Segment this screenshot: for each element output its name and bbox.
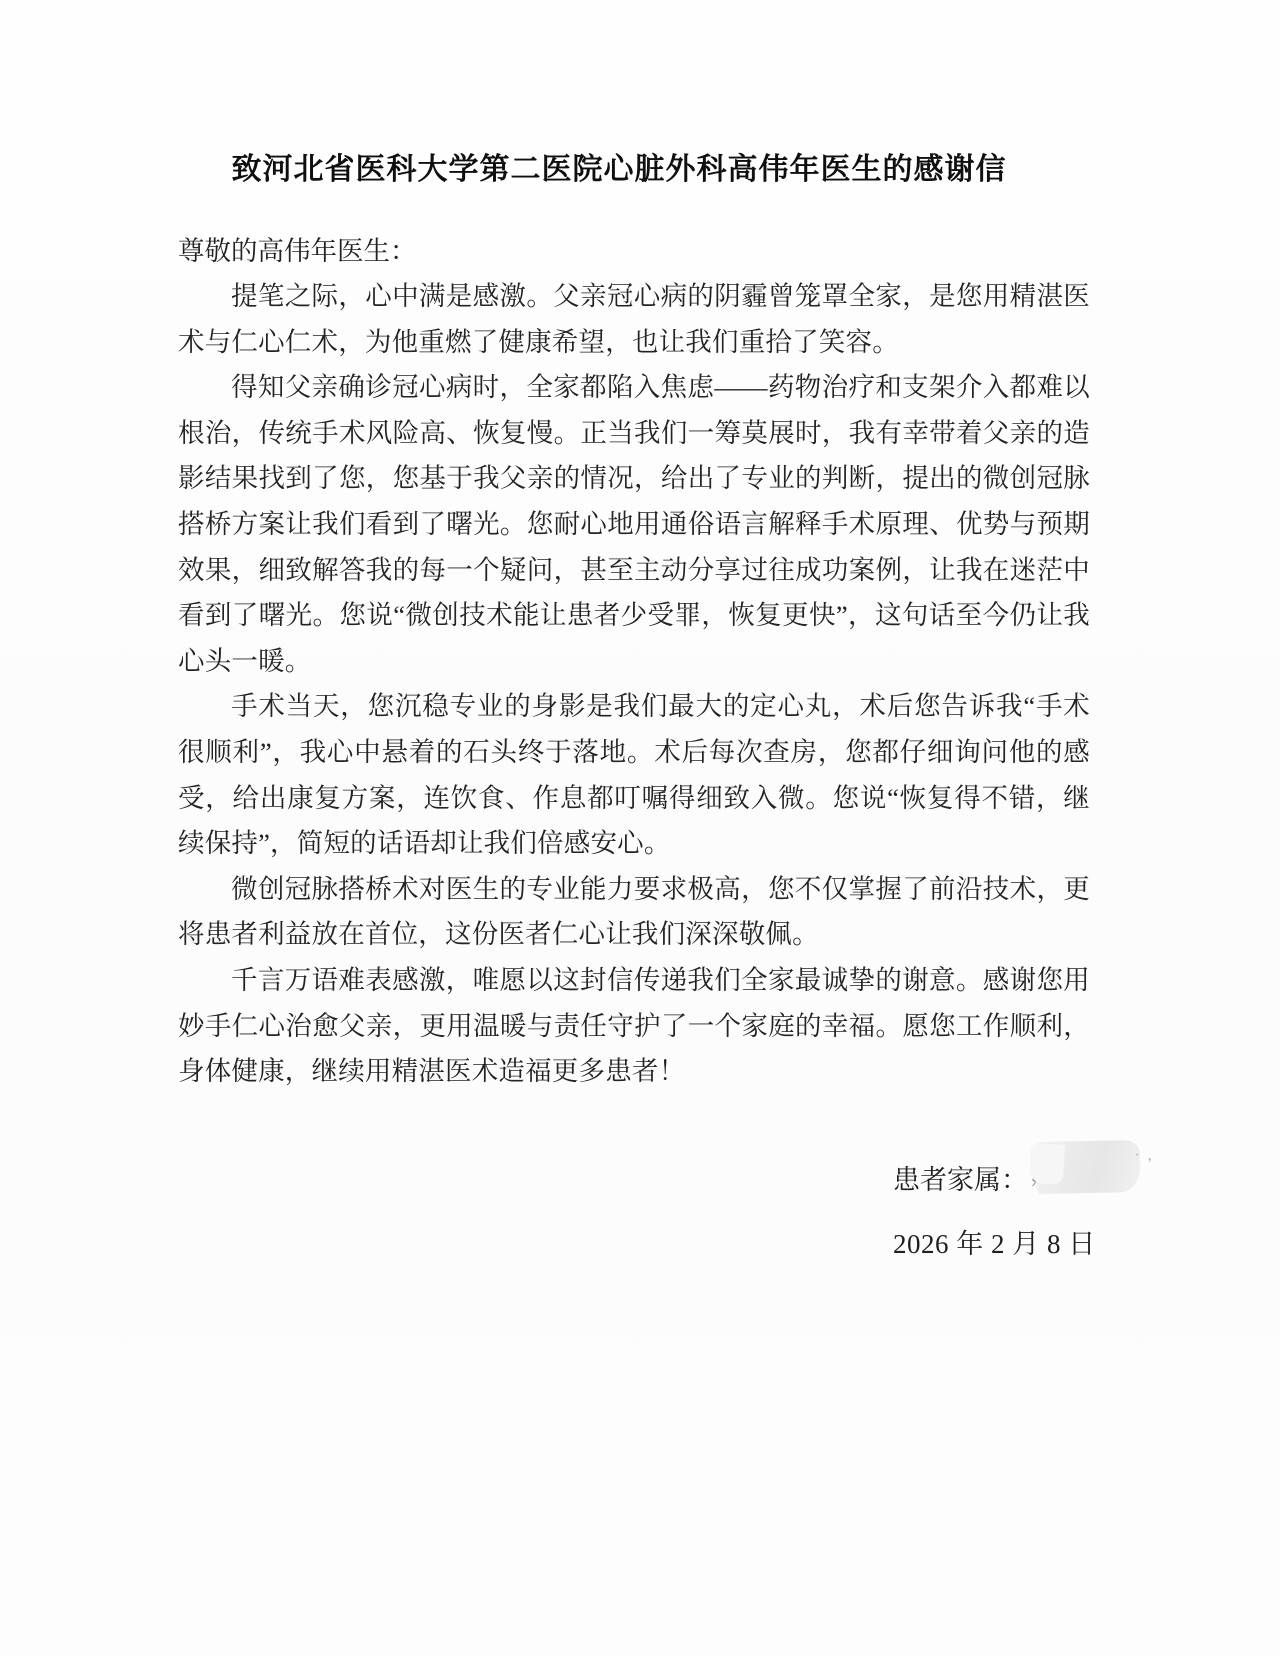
salutation: 尊敬的高伟年医生：: [178, 236, 417, 266]
letter-paragraph-1: 提笔之际，心中满是感激。父亲冠心病的阴霾曾笼罩全家，是您用精湛医术与仁心仁术，为他重燃了健康希望，也让我们重拾了笑容。: [178, 281, 1090, 357]
redacted-name-box: [1028, 1165, 1148, 1195]
signature-date: 2026 年 2 月 8 日: [893, 1229, 1096, 1259]
letter-title: 致河北省医科大学第二医院心脏外科高伟年医生的感谢信: [231, 153, 1007, 186]
signature-line: [893, 1160, 1148, 1212]
redaction-smudge: [1035, 1140, 1140, 1194]
letter-paragraph-5: 千言万语难表感激，唯愿以这封信传递我们全家最诚挚的谢意。感谢您用妙手仁心治愈父亲，更用温暖与责任守护了一个家庭的幸福。愿您工作顺利，身体健康，继续用精湛医术造福更多患者！: [178, 964, 1090, 1087]
letter-paragraph-2: 得知父亲确诊冠心病时，全家都陷入焦虑——药物治疗和支架介入都难以根治，传统手术风险高、恢复慢。正当我们一筹莫展时，我有幸带着父亲的造影结果找到了您，您基于我父亲的情况，给出了专业的判断，提出的微创冠脉搭桥方案让我们看到了曙光。您耐心地用通俗语言解释手术原理、优势与预期效果，细致解答我的每一个疑问，甚至主动分享过往成功案例，让我在迷茫中看到了曙光。您说“微创技术能让患者少受罪，恢复更快”，这句话至今仍让我心头一暖。: [178, 372, 1090, 676]
signature-label: 患者家属：: [893, 1165, 1028, 1195]
letter-paragraph-3: 手术当天，您沉稳专业的身影是我们最大的定心丸，术后您告诉我“手术很顺利”，我心中悬着的石头终于落地。术后每次查房，您都仔细询问他的感受，给出康复方案，连饮食、作息都叮嘱得细致入微。您说“恢复得不错，继续保持”，简短的话语却让我们倍感安心。: [178, 691, 1090, 859]
signature-block: [893, 1160, 1148, 1264]
letter-paragraph-4: 微创冠脉搭桥术对医生的专业能力要求极高，您不仅掌握了前沿技术，更将患者利益放在首位，这份医者仁心让我们深深敬佩。: [178, 873, 1090, 950]
